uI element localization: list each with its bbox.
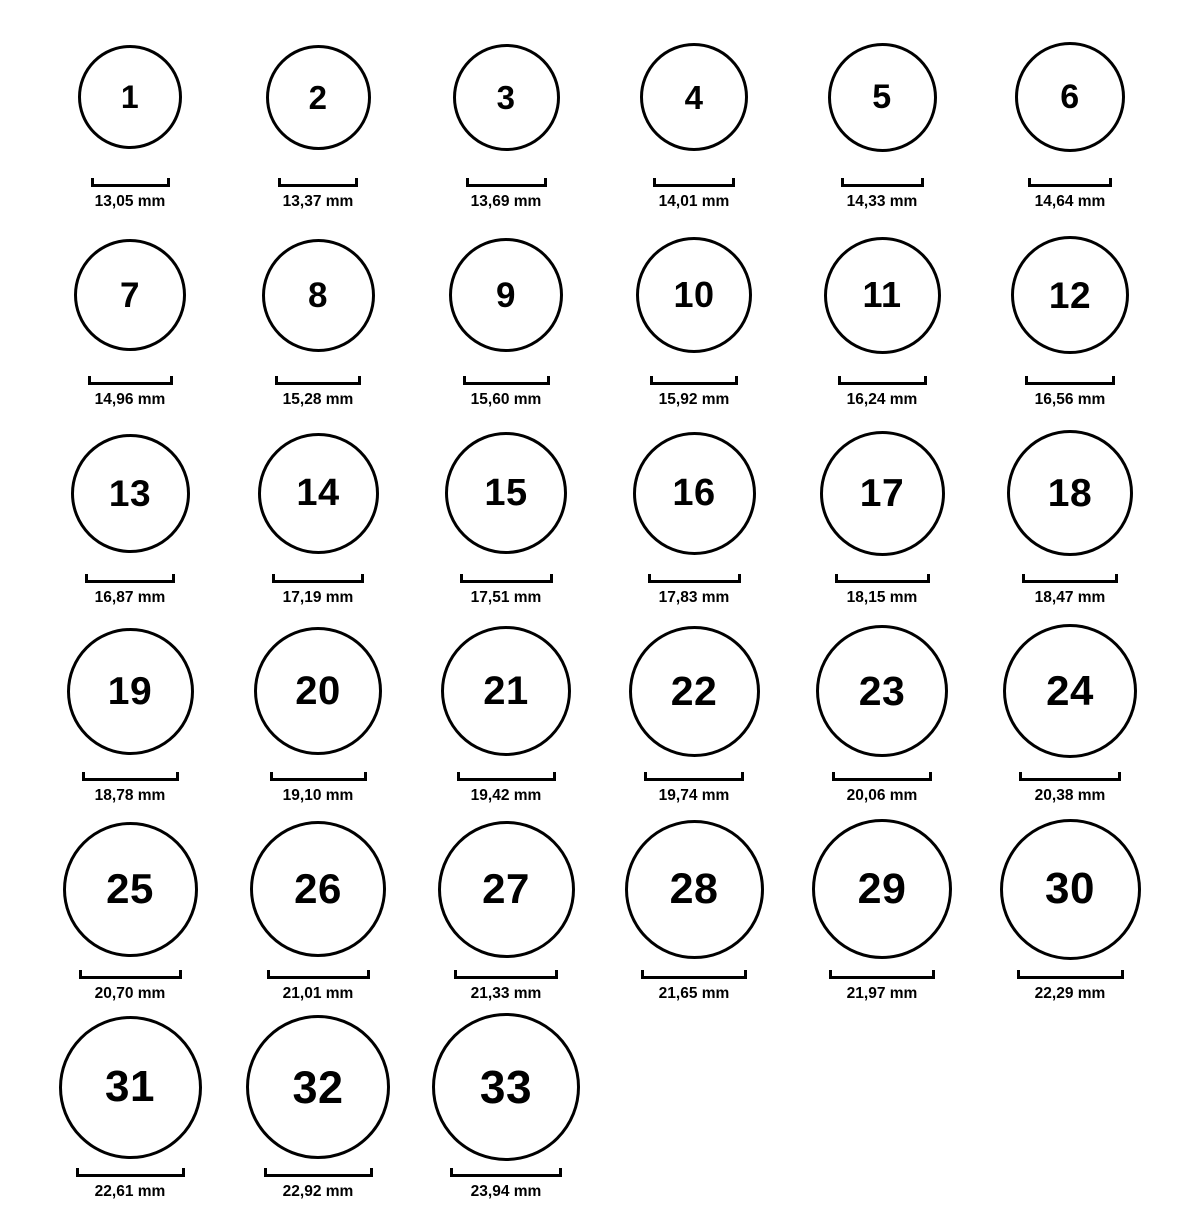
- ring-circle-wrap: [224, 216, 412, 374]
- ring-diameter-label: 18,78 mm: [94, 787, 166, 804]
- ring-size-number: 2: [308, 78, 328, 116]
- ring-size-cell: [976, 414, 1164, 612]
- measure-tick-left-icon: [454, 970, 457, 979]
- measure-tick-right-icon: [1109, 178, 1112, 187]
- measure-bar-icon: [653, 178, 735, 187]
- ring-size-number: 18: [1047, 471, 1093, 515]
- measure-tick-right-icon: [741, 772, 744, 781]
- ring-size-number: 28: [669, 864, 719, 913]
- ring-circle: [262, 239, 375, 352]
- measure-bar-icon: [454, 970, 558, 979]
- measure-bar-icon: [829, 970, 935, 979]
- measure-bar-icon: [644, 772, 744, 781]
- ring-circle-wrap: [788, 18, 976, 176]
- measure-tick-right-icon: [744, 970, 747, 979]
- ring-circle-wrap: [788, 216, 976, 374]
- measure-tick-right-icon: [544, 178, 547, 187]
- measure-bar-icon: [1017, 970, 1124, 979]
- measure-tick-right-icon: [738, 574, 741, 583]
- ring-diameter-label: 21,65 mm: [658, 985, 730, 1002]
- ring-circle-wrap: [600, 612, 788, 770]
- measure-tick-left-icon: [76, 1168, 79, 1177]
- ring-size-cell: [224, 612, 412, 810]
- measure-bar-icon: [91, 178, 170, 187]
- measure-tick-left-icon: [457, 772, 460, 781]
- ring-circle: [1007, 430, 1133, 556]
- measure-bar-icon: [450, 1168, 562, 1177]
- ring-circle-wrap: [224, 18, 412, 176]
- ring-size-number: 10: [673, 274, 715, 315]
- ring-size-cell: [600, 414, 788, 612]
- ring-circle: [1003, 624, 1137, 758]
- ring-circle-wrap: [788, 414, 976, 572]
- measure-tick-left-icon: [272, 574, 275, 583]
- ring-size-cell: [36, 216, 224, 414]
- ring-measurement: [82, 772, 179, 805]
- ring-circle-wrap: [224, 1008, 412, 1166]
- measure-tick-left-icon: [650, 376, 653, 385]
- measure-bar-icon: [648, 574, 741, 583]
- ring-circle: [1000, 819, 1141, 960]
- measure-bar-icon: [267, 970, 370, 979]
- measure-bar-icon: [79, 970, 182, 979]
- ring-diameter-label: 17,19 mm: [282, 589, 354, 606]
- measure-bar-icon: [841, 178, 924, 187]
- ring-size-number: 7: [120, 275, 140, 315]
- measure-bar-icon: [460, 574, 553, 583]
- ring-circle-wrap: [36, 612, 224, 770]
- ring-size-cell: [788, 414, 976, 612]
- ring-diameter-label: 19,10 mm: [282, 787, 354, 804]
- ring-size-number: 19: [107, 669, 153, 713]
- ring-diameter-label: 23,94 mm: [470, 1183, 542, 1200]
- measure-tick-right-icon: [1118, 772, 1121, 781]
- ring-measurement: [832, 772, 932, 805]
- measure-tick-right-icon: [172, 574, 175, 583]
- measure-bar-icon: [832, 772, 932, 781]
- ring-measurement: [91, 178, 170, 211]
- ring-circle: [449, 238, 563, 352]
- ring-measurement: [275, 376, 361, 409]
- measure-bar-icon: [270, 772, 367, 781]
- ring-diameter-label: 17,83 mm: [658, 589, 730, 606]
- ring-circle: [824, 237, 941, 354]
- ring-size-cell: [788, 216, 976, 414]
- ring-diameter-label: 13,69 mm: [470, 193, 542, 210]
- measure-tick-right-icon: [167, 178, 170, 187]
- ring-size-cell: [788, 18, 976, 216]
- ring-circle-wrap: [36, 810, 224, 968]
- measure-bar-icon: [1025, 376, 1115, 385]
- ring-measurement: [450, 1168, 562, 1201]
- measure-tick-left-icon: [466, 178, 469, 187]
- measure-tick-right-icon: [361, 574, 364, 583]
- ring-measurement: [267, 970, 370, 1003]
- ring-size-grid: [0, 18, 1200, 1206]
- ring-circle: [254, 627, 382, 755]
- measure-tick-right-icon: [1112, 376, 1115, 385]
- ring-circle: [258, 433, 379, 554]
- measure-tick-right-icon: [364, 772, 367, 781]
- ring-measurement: [460, 574, 553, 607]
- measure-bar-icon: [466, 178, 547, 187]
- measure-tick-left-icon: [835, 574, 838, 583]
- ring-diameter-label: 14,64 mm: [1034, 193, 1106, 210]
- ring-circle: [67, 628, 194, 755]
- ring-size-number: 15: [484, 472, 528, 514]
- ring-circle-wrap: [976, 216, 1164, 374]
- measure-bar-icon: [463, 376, 550, 385]
- measure-tick-right-icon: [179, 970, 182, 979]
- measure-tick-left-icon: [85, 574, 88, 583]
- measure-tick-left-icon: [88, 376, 91, 385]
- measure-tick-left-icon: [838, 376, 841, 385]
- ring-measurement: [653, 178, 735, 211]
- measure-bar-icon: [838, 376, 927, 385]
- measure-tick-left-icon: [270, 772, 273, 781]
- ring-circle: [1015, 42, 1125, 152]
- ring-size-cell: [788, 810, 976, 1008]
- ring-measurement: [1022, 574, 1118, 607]
- ring-diameter-label: 16,87 mm: [94, 589, 166, 606]
- ring-size-number: 25: [106, 865, 154, 912]
- measure-tick-left-icon: [841, 178, 844, 187]
- ring-size-number: 14: [296, 472, 340, 514]
- ring-size-cell: [36, 18, 224, 216]
- ring-diameter-label: 22,61 mm: [94, 1183, 166, 1200]
- ring-diameter-label: 22,29 mm: [1034, 985, 1106, 1002]
- ring-size-number: 6: [1060, 78, 1080, 116]
- measure-tick-left-icon: [1028, 178, 1031, 187]
- ring-measurement: [270, 772, 367, 805]
- ring-diameter-label: 19,74 mm: [658, 787, 730, 804]
- measure-tick-right-icon: [355, 178, 358, 187]
- ring-circle: [432, 1013, 580, 1161]
- ring-diameter-label: 15,60 mm: [470, 391, 542, 408]
- measure-tick-left-icon: [644, 772, 647, 781]
- ring-diameter-label: 21,33 mm: [470, 985, 542, 1002]
- ring-circle-wrap: [600, 216, 788, 374]
- ring-size-number: 30: [1045, 864, 1095, 913]
- measure-tick-right-icon: [550, 574, 553, 583]
- measure-tick-right-icon: [555, 970, 558, 979]
- measure-tick-left-icon: [463, 376, 466, 385]
- ring-circle-wrap: [412, 1008, 600, 1166]
- measure-tick-left-icon: [641, 970, 644, 979]
- ring-circle-wrap: [600, 810, 788, 968]
- ring-measurement: [648, 574, 741, 607]
- measure-tick-left-icon: [1017, 970, 1020, 979]
- ring-diameter-label: 21,01 mm: [282, 985, 354, 1002]
- ring-diameter-label: 13,37 mm: [282, 193, 354, 210]
- ring-measurement: [1019, 772, 1121, 805]
- ring-measurement: [85, 574, 175, 607]
- ring-size-cell: [600, 612, 788, 810]
- ring-circle-wrap: [788, 612, 976, 770]
- ring-circle-wrap: [412, 414, 600, 572]
- measure-bar-icon: [650, 376, 738, 385]
- measure-tick-right-icon: [927, 574, 930, 583]
- ring-diameter-label: 21,97 mm: [846, 985, 918, 1002]
- ring-diameter-label: 16,56 mm: [1034, 391, 1106, 408]
- measure-bar-icon: [272, 574, 364, 583]
- ring-size-cell: [976, 810, 1164, 1008]
- ring-circle: [441, 626, 571, 756]
- ring-measurement: [1017, 970, 1124, 1003]
- ring-measurement: [264, 1168, 373, 1201]
- ring-circle-wrap: [788, 810, 976, 968]
- ring-measurement: [841, 178, 924, 211]
- ring-circle: [812, 819, 952, 959]
- measure-tick-right-icon: [1115, 574, 1118, 583]
- ring-measurement: [1025, 376, 1115, 409]
- measure-bar-icon: [835, 574, 930, 583]
- measure-tick-left-icon: [275, 376, 278, 385]
- ring-size-cell: [412, 18, 600, 216]
- ring-size-number: 27: [482, 865, 530, 912]
- ring-diameter-label: 18,47 mm: [1034, 589, 1106, 606]
- ring-diameter-label: 20,70 mm: [94, 985, 166, 1002]
- ring-diameter-label: 16,24 mm: [846, 391, 918, 408]
- ring-circle: [438, 821, 575, 958]
- measure-tick-right-icon: [170, 376, 173, 385]
- ring-size-number: 33: [479, 1061, 533, 1113]
- ring-circle-wrap: [412, 216, 600, 374]
- measure-tick-right-icon: [1121, 970, 1124, 979]
- measure-tick-right-icon: [921, 178, 924, 187]
- ring-circle: [266, 45, 371, 150]
- ring-circle: [1011, 236, 1129, 354]
- ring-measurement: [1028, 178, 1112, 211]
- ring-size-cell: [412, 612, 600, 810]
- ring-size-cell: [36, 612, 224, 810]
- ring-circle: [59, 1016, 202, 1159]
- measure-tick-right-icon: [182, 1168, 185, 1177]
- ring-circle-wrap: [36, 18, 224, 176]
- ring-circle-wrap: [36, 1008, 224, 1166]
- measure-bar-icon: [278, 178, 358, 187]
- ring-size-cell: [600, 810, 788, 1008]
- ring-measurement: [88, 376, 173, 409]
- ring-circle: [816, 625, 948, 757]
- ring-circle-wrap: [224, 414, 412, 572]
- measure-tick-right-icon: [367, 970, 370, 979]
- ring-circle-wrap: [412, 810, 600, 968]
- ring-circle-wrap: [412, 612, 600, 770]
- ring-size-number: 4: [684, 78, 704, 116]
- ring-circle: [445, 432, 567, 554]
- measure-bar-icon: [457, 772, 556, 781]
- ring-diameter-label: 20,06 mm: [846, 787, 918, 804]
- ring-size-cell: [976, 216, 1164, 414]
- ring-size-cell: [600, 216, 788, 414]
- ring-size-cell: [976, 612, 1164, 810]
- measure-tick-left-icon: [450, 1168, 453, 1177]
- ring-circle: [78, 45, 182, 149]
- ring-measurement: [454, 970, 558, 1003]
- ring-size-cell: [412, 216, 600, 414]
- ring-size-number: 1: [120, 79, 140, 115]
- measure-bar-icon: [1022, 574, 1118, 583]
- ring-size-number: 12: [1048, 274, 1092, 316]
- measure-bar-icon: [76, 1168, 185, 1177]
- ring-size-cell: [224, 216, 412, 414]
- ring-circle-wrap: [36, 216, 224, 374]
- measure-tick-left-icon: [82, 772, 85, 781]
- ring-size-number: 9: [496, 275, 516, 315]
- measure-tick-right-icon: [370, 1168, 373, 1177]
- measure-tick-right-icon: [547, 376, 550, 385]
- measure-tick-left-icon: [1019, 772, 1022, 781]
- ring-size-cell: [412, 1008, 600, 1206]
- ring-circle: [640, 43, 748, 151]
- ring-size-cell: [36, 810, 224, 1008]
- ring-size-cell: [36, 414, 224, 612]
- measure-tick-right-icon: [553, 772, 556, 781]
- measure-tick-left-icon: [829, 970, 832, 979]
- measure-bar-icon: [88, 376, 173, 385]
- ring-size-cell: [224, 414, 412, 612]
- measure-bar-icon: [1028, 178, 1112, 187]
- ring-diameter-label: 14,33 mm: [846, 193, 918, 210]
- ring-circle: [74, 239, 186, 351]
- ring-size-cell: [976, 18, 1164, 216]
- ring-measurement: [76, 1168, 185, 1201]
- ring-circle: [633, 432, 756, 555]
- measure-bar-icon: [264, 1168, 373, 1177]
- ring-size-cell: [224, 1008, 412, 1206]
- ring-size-number: 5: [872, 78, 892, 116]
- ring-circle: [625, 820, 764, 959]
- ring-size-cell: [36, 1008, 224, 1206]
- ring-measurement: [79, 970, 182, 1003]
- ring-size-number: 22: [670, 667, 718, 714]
- ring-diameter-label: 17,51 mm: [470, 589, 542, 606]
- ring-size-cell: [224, 18, 412, 216]
- ring-diameter-label: 20,38 mm: [1034, 787, 1106, 804]
- ring-circle-wrap: [36, 414, 224, 572]
- measure-tick-left-icon: [1022, 574, 1025, 583]
- ring-circle-wrap: [412, 18, 600, 176]
- ring-size-number: 3: [496, 78, 516, 116]
- ring-circle-wrap: [224, 612, 412, 770]
- ring-size-cell: [412, 810, 600, 1008]
- measure-bar-icon: [641, 970, 747, 979]
- ring-diameter-label: 13,05 mm: [94, 193, 166, 210]
- measure-tick-right-icon: [932, 970, 935, 979]
- ring-size-number: 16: [672, 472, 716, 514]
- measure-tick-left-icon: [1025, 376, 1028, 385]
- ring-circle: [820, 431, 945, 556]
- ring-size-cell: [600, 18, 788, 216]
- ring-circle-wrap: [976, 18, 1164, 176]
- ring-circle: [828, 43, 937, 152]
- measure-bar-icon: [82, 772, 179, 781]
- measure-tick-left-icon: [91, 178, 94, 187]
- ring-measurement: [838, 376, 927, 409]
- measure-bar-icon: [275, 376, 361, 385]
- ring-measurement: [644, 772, 744, 805]
- measure-tick-right-icon: [176, 772, 179, 781]
- ring-measurement: [835, 574, 930, 607]
- measure-tick-right-icon: [735, 376, 738, 385]
- ring-size-cell: [412, 414, 600, 612]
- measure-bar-icon: [85, 574, 175, 583]
- ring-circle: [629, 626, 760, 757]
- measure-tick-right-icon: [358, 376, 361, 385]
- ring-size-number: 32: [292, 1061, 344, 1113]
- ring-diameter-label: 14,01 mm: [658, 193, 730, 210]
- ring-diameter-label: 19,42 mm: [470, 787, 542, 804]
- ring-size-number: 23: [858, 667, 906, 714]
- ring-circle-wrap: [600, 414, 788, 572]
- ring-measurement: [829, 970, 935, 1003]
- measure-tick-right-icon: [732, 178, 735, 187]
- ring-diameter-label: 15,92 mm: [658, 391, 730, 408]
- ring-size-number: 13: [108, 472, 152, 514]
- ring-circle: [453, 44, 560, 151]
- ring-circle-wrap: [976, 414, 1164, 572]
- ring-circle-wrap: [976, 612, 1164, 770]
- measure-tick-left-icon: [653, 178, 656, 187]
- ring-circle-wrap: [976, 810, 1164, 968]
- ring-measurement: [650, 376, 738, 409]
- measure-tick-left-icon: [79, 970, 82, 979]
- ring-circle: [71, 434, 190, 553]
- measure-tick-right-icon: [559, 1168, 562, 1177]
- ring-size-number: 21: [483, 669, 529, 713]
- measure-tick-left-icon: [278, 178, 281, 187]
- ring-measurement: [466, 178, 547, 211]
- ring-measurement: [278, 178, 358, 211]
- ring-size-number: 29: [857, 864, 907, 913]
- ring-circle: [246, 1015, 390, 1159]
- ring-size-cell: [224, 810, 412, 1008]
- measure-bar-icon: [1019, 772, 1121, 781]
- ring-size-number: 20: [295, 669, 341, 713]
- ring-size-number: 17: [859, 471, 905, 515]
- measure-tick-left-icon: [832, 772, 835, 781]
- ring-size-number: 26: [294, 865, 342, 912]
- ring-diameter-label: 14,96 mm: [94, 391, 166, 408]
- ring-diameter-label: 18,15 mm: [846, 589, 918, 606]
- measure-tick-left-icon: [267, 970, 270, 979]
- measure-tick-left-icon: [460, 574, 463, 583]
- ring-circle: [63, 822, 198, 957]
- ring-diameter-label: 22,92 mm: [282, 1183, 354, 1200]
- measure-tick-right-icon: [924, 376, 927, 385]
- ring-measurement: [457, 772, 556, 805]
- ring-size-cell: [788, 612, 976, 810]
- ring-size-number: 8: [308, 275, 328, 315]
- ring-measurement: [463, 376, 550, 409]
- measure-tick-left-icon: [648, 574, 651, 583]
- ring-size-number: 31: [105, 1062, 155, 1111]
- ring-circle: [636, 237, 752, 353]
- measure-tick-left-icon: [264, 1168, 267, 1177]
- ring-measurement: [272, 574, 364, 607]
- ring-measurement: [641, 970, 747, 1003]
- ring-size-number: 11: [862, 274, 902, 315]
- measure-tick-right-icon: [929, 772, 932, 781]
- ring-diameter-label: 15,28 mm: [282, 391, 354, 408]
- ring-circle-wrap: [600, 18, 788, 176]
- ring-size-number: 24: [1046, 667, 1094, 714]
- ring-circle: [250, 821, 386, 957]
- ring-circle-wrap: [224, 810, 412, 968]
